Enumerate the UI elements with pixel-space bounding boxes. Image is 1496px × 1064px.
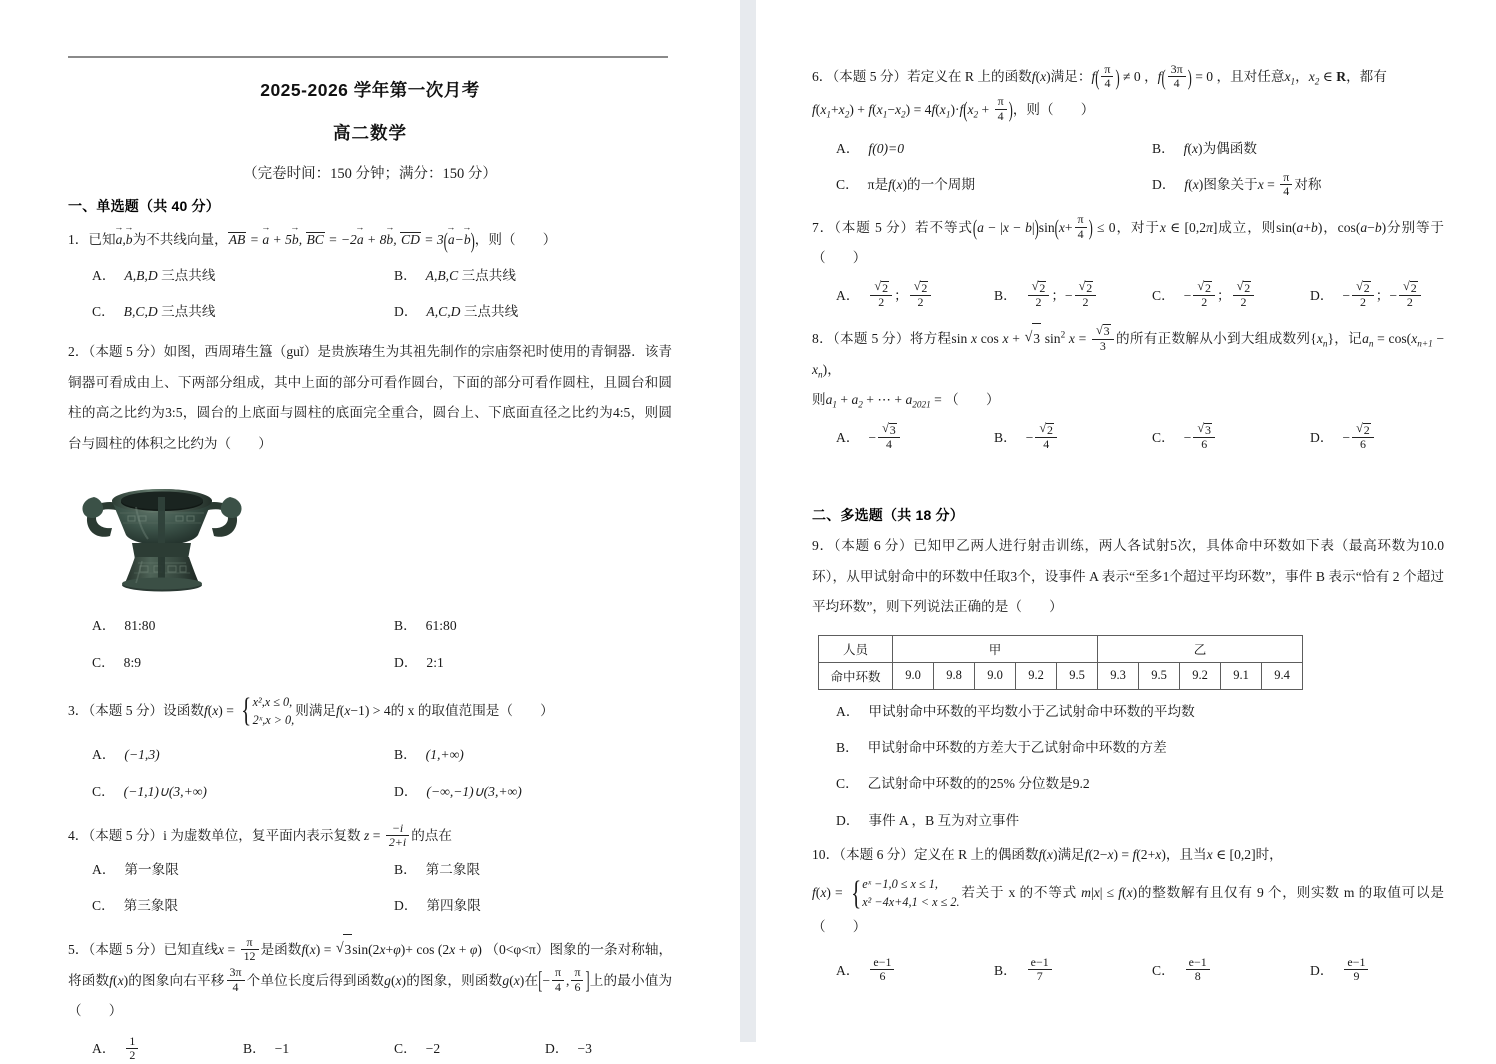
q7-option-d-label: D． — [1310, 287, 1334, 303]
q5-option-c-text: −2 — [425, 1040, 441, 1056]
q8-option-c-label: C． — [1152, 429, 1175, 445]
q3-option-d-label: D． — [394, 783, 418, 799]
q10-option-d-den: 9 — [1344, 969, 1368, 983]
q8-option-b-label: B． — [994, 429, 1017, 445]
q2-option-d-label: D． — [394, 654, 418, 670]
page-right — [756, 0, 1496, 1042]
q10-case-2: x² −4x+4,1 < x ≤ 2. — [862, 895, 960, 910]
q3-option-d[interactable] — [370, 776, 672, 807]
q1-option-d-text: 三点共线 — [463, 303, 519, 319]
q4-option-b-text: 第二象限 — [425, 861, 481, 877]
question-2-options-row2 — [68, 647, 672, 678]
q6-option-a-text: f(0)=0 — [868, 141, 905, 157]
q8-marks: （本题 5 分） — [832, 331, 910, 347]
q6-lead: 若定义在 R 上的函数 — [907, 69, 1032, 84]
q10-option-d[interactable] — [1286, 955, 1444, 986]
q5-option-d-text: −3 — [577, 1040, 592, 1056]
q9-option-a-label: A． — [836, 703, 860, 719]
q3-number: 3． — [68, 702, 89, 718]
q8-option-a[interactable]: A． − √ $\frac{3}{4}$ — [812, 422, 970, 453]
jia-value-2: 9.8 — [934, 662, 975, 689]
question-7-options — [812, 280, 1444, 311]
jia-value-4: 9.2 — [1016, 662, 1057, 689]
q5-condition: （0<φ<π） — [485, 942, 550, 958]
q6-option-a-label: A． — [836, 141, 860, 157]
q10-option-c-num: e−1 — [1188, 955, 1207, 970]
jia-value-1: 9.0 — [893, 662, 934, 689]
q7-option-b[interactable]: B． √ $\frac{2}{2}$ ；− √ $\frac{2}{2}$ — [970, 280, 1128, 311]
question-8-line2: 则$a_1 + a_2$ + ⋯ + $a_{2021}$ = （ ） — [812, 392, 1000, 410]
page-title: 2025-2026 学年第一次月考 — [260, 80, 480, 100]
q6-option-d[interactable]: D． f(x)图象关于x = $\frac{\pi}{4}$ 对称 — [1152, 170, 1322, 199]
q10-option-c[interactable] — [1128, 955, 1286, 986]
question-6-options-row1 — [812, 133, 1444, 164]
q9-option-d[interactable] — [812, 805, 1019, 836]
q3-option-d-text: (−∞,−1)∪(3,+∞) — [426, 783, 522, 799]
q5-option-d[interactable] — [521, 1033, 672, 1064]
q4-option-b-label: B． — [394, 861, 417, 877]
q10-option-a-den: 6 — [870, 969, 894, 983]
question-6-formula-line: $f(x_1+x_2) + f(x_1-x_2) = 4f(x_1)\cdot f(x_2$ + $\frac{\pi}{4}$ )，则（ ） — [812, 94, 1095, 123]
q5-tail4: 的图象，则函数 — [406, 972, 503, 988]
q7-marks: （本题 5 分） — [834, 219, 916, 235]
q1-option-a-points: A,B,D — [124, 267, 158, 283]
q3-option-c[interactable] — [68, 776, 370, 807]
q5-mid: 是函数 — [260, 942, 302, 958]
q3-tail-lead: 则满足 — [295, 702, 337, 718]
q3-option-a-text: (−1,3) — [124, 747, 160, 763]
q10-option-b-den: 7 — [1028, 969, 1052, 983]
q4-tail: 的点在 — [411, 827, 452, 843]
question-2-figure — [76, 473, 672, 598]
question-9-option-c-row — [812, 768, 1444, 799]
q9-text: 已知甲乙两人进行射击训练，两人各试射5次，具体命中环数如下表（最高环数为10.0环），从甲试射命中的环数中任取3个，设事件 A 表示“至多1个超过平均环数”，事件 B 表示“恰有 2 个超过平均环数”，则下列说法正确的是（ ） — [812, 538, 1445, 615]
question-8-options — [812, 422, 1444, 453]
q3-option-b-text: (1,+∞) — [425, 747, 464, 763]
q10-after: 若关于 x 的不等式 — [960, 885, 1077, 901]
jia-value-3: 9.0 — [975, 662, 1016, 689]
q6-marks: （本题 5 分） — [832, 69, 908, 84]
q10-option-b-label: B． — [994, 962, 1017, 978]
q1-stem-lead: 已知 — [88, 232, 116, 247]
q9-option-c[interactable] — [812, 768, 1090, 799]
q9-option-b[interactable] — [812, 732, 1167, 763]
q1-option-b-label: B． — [394, 267, 417, 283]
q9-option-c-label: C． — [836, 776, 859, 792]
q10-option-b-num: e−1 — [1030, 955, 1049, 970]
q1-option-a[interactable] — [68, 260, 370, 291]
q3-option-a[interactable] — [68, 739, 370, 770]
q7-option-b-label: B． — [994, 287, 1017, 303]
question-3: 3．（本题 5 分）设函数f(x) = { x²,x ≤ 0, 2ˣ,x > 0, 则满足f(x−1) > 4的 x 的取值范围是（ ） — [68, 692, 554, 730]
question-2-options-row1 — [68, 610, 672, 641]
q1-option-b-points: A,B,C — [425, 267, 459, 283]
q7-option-c[interactable]: C． − √ $\frac{2}{2}$ ； √ $\frac{2}{2}$ — [1128, 280, 1286, 311]
yi-value-2: 9.5 — [1139, 662, 1180, 689]
q10-option-a-num: e−1 — [873, 955, 892, 970]
q2-option-c-label: C． — [92, 654, 115, 670]
q6-option-d-label: D． — [1152, 177, 1176, 193]
q6-line2-tail: ，则（ ） — [1012, 101, 1095, 117]
q9-option-d-text: 事件 A ，B 互为对立事件 — [868, 812, 1020, 828]
q4-fraction: $\frac{-i}{2+i}$ — [386, 822, 409, 849]
table-header-group-yi: 乙 — [1098, 635, 1303, 662]
q2-marks: （本题 5 分） — [88, 344, 164, 360]
q3-option-b-label: B． — [394, 747, 417, 763]
q2-option-d[interactable] — [370, 647, 672, 678]
q9-option-d-label: D． — [836, 812, 860, 828]
q7-tail: 分别等于（ ） — [812, 219, 1445, 266]
q5-tail2: 的图象向右平移 — [128, 972, 225, 988]
question-4-options-row1 — [68, 854, 672, 885]
q8-mid2: ，记 — [1334, 331, 1363, 347]
q1-option-c-points: B,C,D — [123, 303, 158, 319]
q6-option-d-text: 图象关于 — [1203, 177, 1258, 193]
q4-option-d[interactable] — [370, 890, 672, 921]
q7-option-d[interactable]: D． − √ $\frac{2}{2}$ ；− √ $\frac{2}{2}$ — [1286, 280, 1444, 311]
question-1-options-row2 — [68, 296, 672, 327]
yi-value-1: 9.3 — [1098, 662, 1139, 689]
q2-option-b-text: 61:80 — [425, 618, 457, 634]
q6-option-b-label: B． — [1152, 141, 1175, 157]
question-8: 8．（本题 5 分）将方程sin x cos x + √ 3 $\sin^2 x$ = √ $\frac{3}{3}$ 的所有正数解从小到大组成数列$\{x_n\}$，记$a_n = \cos(x_{n+1} - x_n)$， — [812, 323, 1444, 385]
q3-case-2: 2ˣ,x > 0, — [252, 712, 295, 727]
q4-option-d-text: 第四象限 — [426, 897, 481, 913]
q2-text: 如图，西周瑃生簋（guǐ）是贵族瑃生为其祖先制作的宗庙祭祀时使用的青铜器．该青铜器可看成由上、下两部分组成，其中上面的部分可看作圆台，下面的部分可看作圆柱，且圆台和圆柱的高之比约为3:5，圆台的上底面与圆柱的底面完全重合，圆台上、下底面直径之比约为4:5，则圆台与圆柱的体积之比约为（ ） — [68, 344, 672, 451]
q5-tail3: 个单位长度后得到函数 — [246, 972, 385, 988]
page-left — [0, 0, 740, 1062]
exam-info-note: （完卷时间：150 分钟；满分：150 分） — [243, 166, 497, 182]
q10-option-a[interactable] — [812, 955, 970, 986]
q6-option-c-pre: π是 — [867, 177, 889, 193]
bronze-gui-vessel-photo — [76, 473, 251, 598]
q6-tail: ，且对任意 — [1216, 69, 1285, 84]
q1-option-c-text: 三点共线 — [161, 303, 216, 319]
q5-tail5: 上的最小值为（ ） — [68, 972, 673, 1019]
question-6: 6．（本题 5 分）若定义在 R 上的函数f(x)满足：f( $\frac{\pi}{4}$ ) ≠ 0 ，f( $\frac{3\pi}{4}$ ) = 0 ，且对任意$x_1$，$x_2$ ∈ R，都有 — [812, 61, 1387, 91]
q6-tail2: ，都有 — [1346, 69, 1387, 84]
q4-option-a[interactable] — [68, 854, 370, 885]
q8-option-c[interactable]: C． − √ $\frac{3}{6}$ — [1128, 422, 1286, 453]
q5-option-b[interactable] — [219, 1033, 370, 1064]
q3-option-c-label: C． — [92, 783, 115, 799]
q5-option-b-label: B． — [243, 1040, 266, 1056]
table-row-header — [819, 635, 1303, 662]
q1-number: 1． — [68, 232, 89, 247]
yi-value-4: 9.1 — [1221, 662, 1262, 689]
q10-mid: 满足 — [1057, 846, 1085, 862]
q7-option-a[interactable]: A． √ $\frac{2}{2}$ ； √ $\frac{2}{2}$ — [812, 280, 970, 311]
q8-option-d-label: D． — [1310, 429, 1334, 445]
q9-option-a[interactable] — [812, 696, 1195, 727]
q8-option-a-label: A． — [836, 429, 860, 445]
q5-option-b-text: −1 — [274, 1040, 290, 1056]
q7-option-c-label: C． — [1152, 287, 1175, 303]
q9-option-a-text: 甲试射命中环数的平均数小于乙试射命中环数的平均数 — [868, 703, 1195, 719]
q5-number: 5． — [68, 942, 89, 958]
q10-tail2: 时， — [1255, 846, 1283, 862]
question-4: 4．（本题 5 分）i 为虚数单位，复平面内表示复数 z = $\frac{-i}{2+i}$ 的点在 — [68, 820, 452, 849]
q10-option-d-num: e−1 — [1347, 955, 1366, 970]
q4-marks: （本题 5 分） — [88, 827, 164, 843]
q3-tail: 的 x 的取值范围是（ ） — [390, 702, 554, 718]
q5-option-a-num: 1 — [129, 1033, 136, 1048]
q5-lead: 已知直线 — [163, 942, 218, 958]
q7-mid2: 成立，则 — [1217, 219, 1277, 235]
q1-option-c-label: C． — [92, 303, 115, 319]
page-gutter-divider — [740, 0, 756, 1042]
q6-option-b[interactable]: B． f(x)为偶函数 — [1152, 141, 1257, 157]
yi-value-3: 9.2 — [1180, 662, 1221, 689]
q4-option-c-text: 第三象限 — [123, 897, 179, 913]
table-header-person: 人员 — [819, 635, 893, 662]
q5-option-a-label: A． — [92, 1040, 116, 1056]
question-1-options-row1 — [68, 260, 672, 291]
q2-option-d-text: 2:1 — [426, 654, 444, 670]
question-10-options — [812, 955, 1444, 986]
q9-marks: （本题 6 分） — [833, 538, 914, 554]
q3-case-1: x²,x ≤ 0, — [252, 694, 293, 709]
q10-case-1: eˣ −1,0 ≤ x ≤ 1, — [862, 877, 938, 892]
q8-mid: 的所有正数解从小到大组成数列 — [1115, 331, 1311, 347]
q4-lead: i 为虚数单位，复平面内表示复数 — [163, 827, 361, 843]
q10-tail: ，且当 — [1165, 846, 1207, 862]
q1-option-b-text: 三点共线 — [461, 267, 516, 283]
section-single-choice-heading: 一、单选题（共 40 分） — [68, 198, 220, 214]
q2-option-c-text: 8:9 — [123, 654, 142, 670]
q3-option-a-label: A． — [92, 747, 116, 763]
q2-option-a-label: A． — [92, 618, 116, 634]
q10-marks: （本题 6 分） — [839, 846, 914, 862]
q6-option-c[interactable]: C． π是f(x)的一个周期 — [836, 177, 975, 193]
section-multi-choice-heading: 二、多选题（共 18 分） — [812, 507, 964, 524]
question-1: 1．已知a →,b →为不共线向量，AB = a → + 5b →, BC = −2a → + 8b →, CD = 3(a →−b →)，则（ ） — [68, 226, 672, 255]
q9-option-c-text: 乙试射命中环数的的25% 分位数是9.2 — [867, 776, 1090, 792]
q6-mid: 满足： — [1050, 69, 1092, 84]
question-5: 5．（本题 5 分）已知直线x = $\frac{\pi}{12}$ 是函数f(x) = √ 3sin(2x+φ)+ cos (2x + φ) （0<φ<π）图象的一条对称轴，将函数f(x)的图象向右平移 $\frac{3\pi}{4}$ 个单位长度后得到函数g(x)的图象，则函数g(x)在[− $\frac{\pi}{4}$ , $\frac{\pi}{6}$ ]上的最小值为（ ） — [68, 934, 672, 1027]
question-6-options-row2 — [812, 169, 1444, 200]
q4-option-c[interactable] — [68, 890, 370, 921]
q3-piecewise: { x²,x ≤ 0, 2ˣ,x > 0, — [241, 692, 295, 730]
q7-option-a-label: A． — [836, 287, 860, 303]
q1-stem-tail: ，则（ ） — [474, 232, 557, 247]
q6-option-d-tail: 对称 — [1294, 177, 1322, 193]
q5-marks: （本题 5 分） — [88, 942, 164, 958]
question-10: 10．（本题 6 分）定义在 R 上的偶函数f(x)满足f(2−x) = f(2+x)，且当x ∈ [0,2]时， — [812, 846, 1283, 862]
q5-option-d-label: D． — [545, 1040, 569, 1056]
q4-option-b[interactable] — [370, 854, 672, 885]
q8-lead: 将方程 — [909, 331, 952, 347]
q5-option-a-den: 2 — [126, 1048, 138, 1062]
q7-number: 7． — [812, 219, 835, 235]
q7-mid: ，对于 — [1115, 219, 1160, 235]
q7-lead: 若不等式 — [915, 219, 973, 235]
q10-option-d-label: D． — [1310, 962, 1334, 978]
shooting-scores-table — [818, 635, 1303, 690]
q5-option-a[interactable] — [68, 1033, 219, 1064]
question-9-option-a-row — [812, 696, 1444, 727]
table-header-rings: 命中环数 — [819, 662, 893, 689]
q2-option-a-text: 81:80 — [124, 618, 156, 634]
question-10-formula-line: f(x) = { eˣ −1,0 ≤ x ≤ 1, x² −4x+4,1 < x ≤ 2. 若关于 x 的不等式 m|x| ≤ f(x)的整数解有且仅有 9 个，则实数 m 的取值可以是（ ） — [812, 875, 1444, 934]
q3-marks: （本题 5 分） — [88, 702, 164, 718]
q8-option-d[interactable]: D． − √ $\frac{2}{6}$ — [1286, 422, 1444, 453]
q6-option-a[interactable] — [812, 133, 1128, 164]
q8-line2: 则 — [812, 392, 826, 408]
jia-value-5: 9.5 — [1057, 662, 1098, 689]
q6-number: 6． — [812, 69, 833, 84]
q2-option-a[interactable] — [68, 610, 370, 641]
q6-option-b-text: 为偶函数 — [1202, 141, 1257, 157]
table-row-values — [819, 662, 1303, 689]
question-3-options-row1 — [68, 739, 672, 770]
q5-option-c-label: C． — [394, 1040, 417, 1056]
q1-option-c[interactable] — [68, 296, 370, 327]
q9-option-b-text: 甲试射命中环数的方差大于乙试射命中环数的方差 — [867, 740, 1167, 756]
q6-option-c-label: C． — [836, 177, 859, 193]
q10-option-b[interactable] — [970, 955, 1128, 986]
q3-option-c-text: (−1,1)∪(3,+∞) — [123, 783, 207, 799]
q4-option-d-label: D． — [394, 897, 418, 913]
q5-option-c[interactable] — [370, 1033, 521, 1064]
q4-option-a-text: 第一象限 — [124, 861, 179, 877]
question-4-options-row2 — [68, 890, 672, 921]
q3-option-b[interactable] — [370, 739, 672, 770]
q10-lead: 定义在 R 上的偶函数 — [913, 846, 1039, 862]
q10-after2: 的整数解有且仅有 9 个，则实数 m 的取值可以是（ ） — [812, 885, 1444, 934]
question-5-options — [68, 1033, 672, 1064]
q8-number: 8． — [812, 331, 833, 347]
q3-lead: 设函数 — [163, 702, 204, 718]
q6-option-c-text: 的一个周期 — [907, 177, 975, 193]
q9-option-b-label: B． — [836, 740, 859, 756]
q1-option-d-points: A,C,D — [426, 303, 461, 319]
header-rule — [68, 56, 668, 58]
q5-tail1: 图象的一条对称轴，将函数 — [68, 942, 673, 988]
page-subtitle: 高二数学 — [333, 123, 407, 143]
q2-number: 2． — [68, 344, 89, 360]
question-2 — [68, 337, 672, 459]
q10-option-a-label: A． — [836, 962, 860, 978]
q8-option-b[interactable]: B． − √ $\frac{2}{4}$ — [970, 422, 1128, 453]
q1-option-a-label: A． — [92, 267, 116, 283]
q4-number: 4． — [68, 827, 89, 843]
question-3-options-row2 — [68, 776, 672, 807]
q4-option-a-label: A． — [92, 861, 116, 877]
q4-option-c-label: C． — [92, 897, 115, 913]
q1-option-a-text: 三点共线 — [161, 267, 216, 283]
q2-option-b[interactable] — [370, 610, 672, 641]
q10-piecewise: { eˣ −1,0 ≤ x ≤ 1, x² −4x+4,1 < x ≤ 2. — [850, 875, 960, 912]
q1-option-b[interactable] — [370, 260, 672, 291]
yi-value-5: 9.4 — [1262, 662, 1303, 689]
q2-option-c[interactable] — [68, 647, 370, 678]
table-header-group-jia: 甲 — [893, 635, 1098, 662]
q10-number: 10． — [812, 846, 840, 862]
question-9 — [812, 531, 1444, 623]
question-9-option-b-row — [812, 732, 1444, 763]
q1-option-d[interactable] — [370, 296, 672, 327]
q10-option-c-label: C． — [1152, 962, 1175, 978]
q2-option-b-label: B． — [394, 618, 417, 634]
q10-option-c-den: 8 — [1186, 969, 1210, 983]
q9-number: 9． — [812, 538, 834, 554]
q1-option-d-label: D． — [394, 303, 418, 319]
question-7: 7．（本题 5 分）若不等式(a − |x − b|)sin(x+ $\frac{\pi}{4}$ ) ≤ 0，对于x ∈ [0,2π]成立，则sin(a+b)，cos(a−b)分别等于（ ） — [812, 212, 1445, 266]
q1-stem-mid: 为不共线向量， — [132, 232, 228, 247]
question-9-option-d-row — [812, 805, 1444, 836]
